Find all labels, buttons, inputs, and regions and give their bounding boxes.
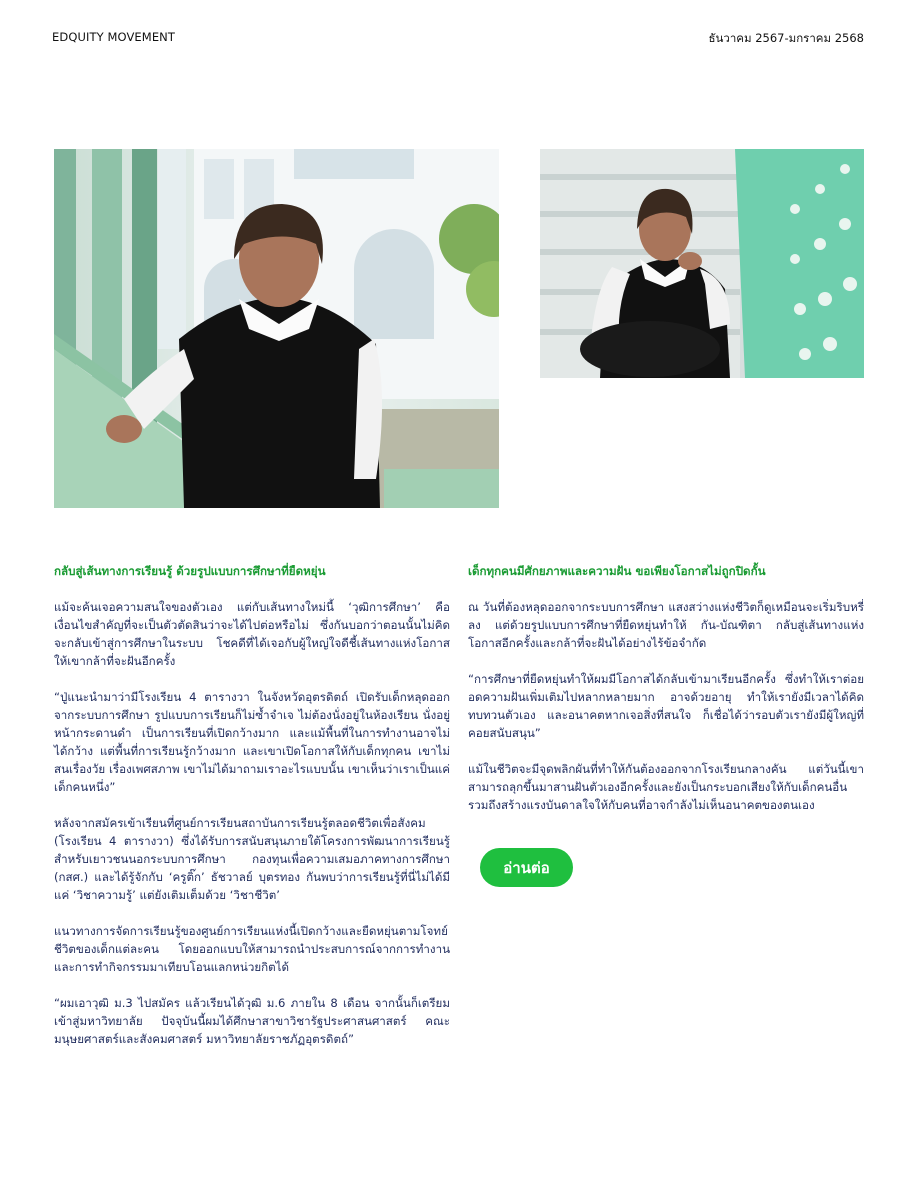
body-paragraph: แนวทางการจัดการเรียนรู้ของศูนย์การเรียนแห่งนี้เปิดกว้างและยืดหยุ่นตามโจทย์ชีวิตของเด็กแต่ละคน โดยออกแบบให้สามารถนำประสบการณ์จากการทำงานและการทำกิจกรรมมาเทียบโอนแลกหน่วยกิตได้ bbox=[54, 924, 450, 974]
read-more-button[interactable]: อ่านต่อ bbox=[480, 848, 573, 887]
body-paragraph: หลังจากสมัครเข้าเรียนที่ศูนย์การเรียนสถาบันการเรียนรู้ตลอดชีวิตเพื่อสังคม (โรงเรียน 4 ตารางวา) ซึ่งได้รับการสนับสนุนภายใต้โครงการพัฒนาการเรียนรู้สำหรับเยาวชนนอกระบบการศึกษา กองทุนเพื่อความเสมอภาคทางการศึกษา (กสศ.) และได้รู้จักกับ ‘ครูติ๊ก’ ธัชวาลย์ บุตรทอง กันพบว่าการเรียนรู้ที่นี่ไม่ได้มีแค่ ‘วิชาความรู้’ แต่ยังเติมเต็มด้วย ‘วิชาชีวิต’ bbox=[54, 816, 450, 902]
body-paragraph: แม้ในชีวิตจะมีจุดพลิกผันที่ทำให้กันต้องออกจากโรงเรียนกลางคัน แต่วันนี้เขาสามารถลุกขึ้นมาสานฝันตัวเองอีกครั้งและยังเป็นกระบอกเสียงให้กับเด็กคนอื่นรวมถึงสร้างแรงบันดาลใจให้กับคนที่อาจกำลังไม่เห็นอนาคตของตนเอง bbox=[468, 762, 864, 812]
quote-paragraph: “ผมเอาวุฒิ ม.3 ไปสมัคร แล้วเรียนได้วุฒิ ม.6 ภายใน 8 เดือน จากนั้นก็เตรียมเข้าสู่มหาวิทยาลัย ปัจจุบันนี้ผมได้ศึกษาสาขาวิชารัฐประศาสนศาสตร์ คณะมนุษยศาสตร์และสังคมศาสตร์ มหาวิทยาลัยราชภัฏอุตรดิตถ์” bbox=[54, 996, 450, 1046]
seated-portrait-photo bbox=[540, 149, 864, 378]
main-portrait-photo bbox=[54, 149, 499, 508]
right-article-column bbox=[468, 562, 864, 887]
left-section-heading: กลับสู่เส้นทางการเรียนรู้ ด้วยรูปแบบการศึกษาที่ยืดหยุ่น bbox=[54, 564, 326, 578]
right-section-heading: เด็กทุกคนมีศักยภาพและความฝัน ขอเพียงโอกาสไม่ถูกปิดกั้น bbox=[468, 564, 766, 578]
quote-paragraph: “การศึกษาที่ยืดหยุ่นทำให้ผมมีโอกาสได้กลับเข้ามาเรียนอีกครั้ง ซึ่งทำให้เราต่อยอดความฝันเพิ่มเติมไปหลากหลายมาก อาจด้วยอายุ ทำให้เรายังมีเวลาได้คิดทบทวนตัวเอง และอนาคตหากเจอสิ่งที่สนใจ ก็เชื่อได้ว่ารอบตัวเรายังมีผู้ใหญ่ที่คอยสนับสนุน” bbox=[468, 672, 864, 740]
brand-name: EDQUITY MOVEMENT bbox=[52, 30, 176, 44]
quote-paragraph: “ปู่แนะนำมาว่ามีโรงเรียน 4 ตารางวา ในจังหวัดอุตรดิตถ์ เปิดรับเด็กหลุดออกจากระบบการศึกษา รูปแบบการเรียนก็ไม่ซ้ำจำเจ ไม่ต้องนั่งอยู่ในห้องเรียน นั่งอยู่หน้ากระดานดำ เป็นการเรียนที่เปิดกว้างมาก และแม้พื้นที่ในการทำงานอาจไม่ได้กว้าง แต่พื้นที่การเรียนรู้กว้างมาก และเขาเปิดโอกาสให้กับเด็กทุกคน เขาไม่สนเรื่องวัย เรื่องเพศสภาพ เขาไม่ได้มาถามเราอะไรแบบนั้น เขาเห็นว่าเราเป็นแค่เด็กคนหนึ่ง” bbox=[54, 690, 450, 794]
left-article-column bbox=[54, 562, 450, 1066]
issue-date: ธันวาคม 2567-มกราคม 2568 bbox=[708, 31, 864, 45]
body-paragraph: แม้จะค้นเจอความสนใจของตัวเอง แต่กับเส้นทางใหม่นี้ ‘วุฒิการศึกษา’ คือเงื่อนไขสำคัญที่จะเป็นตัวตัดสินว่าจะได้ไปต่อหรือไม่ ซึ่งกันบอกว่าตอนนั้นไม่คิดจะกลับเข้าสู่การศึกษาในระบบ โชคดีที่ได้เจอกับผู้ใหญ่ใจดีชี้เส้นทางแห่งโอกาสให้เขากล้าที่จะฝันอีกครั้ง bbox=[54, 600, 450, 668]
body-paragraph: ณ วันที่ต้องหลุดออกจากระบบการศึกษา แสงสว่างแห่งชีวิตก็ดูเหมือนจะเริ่มริบหรี่ลง แต่ด้วยรูปแบบการศึกษาที่ยืดหยุ่นทำให้ กัน-บัณฑิตา กลับสู่เส้นทางแห่งโอกาสอีกครั้งและกล้าที่จะฝันได้อย่างไร้ข้อจำกัด bbox=[468, 600, 864, 650]
